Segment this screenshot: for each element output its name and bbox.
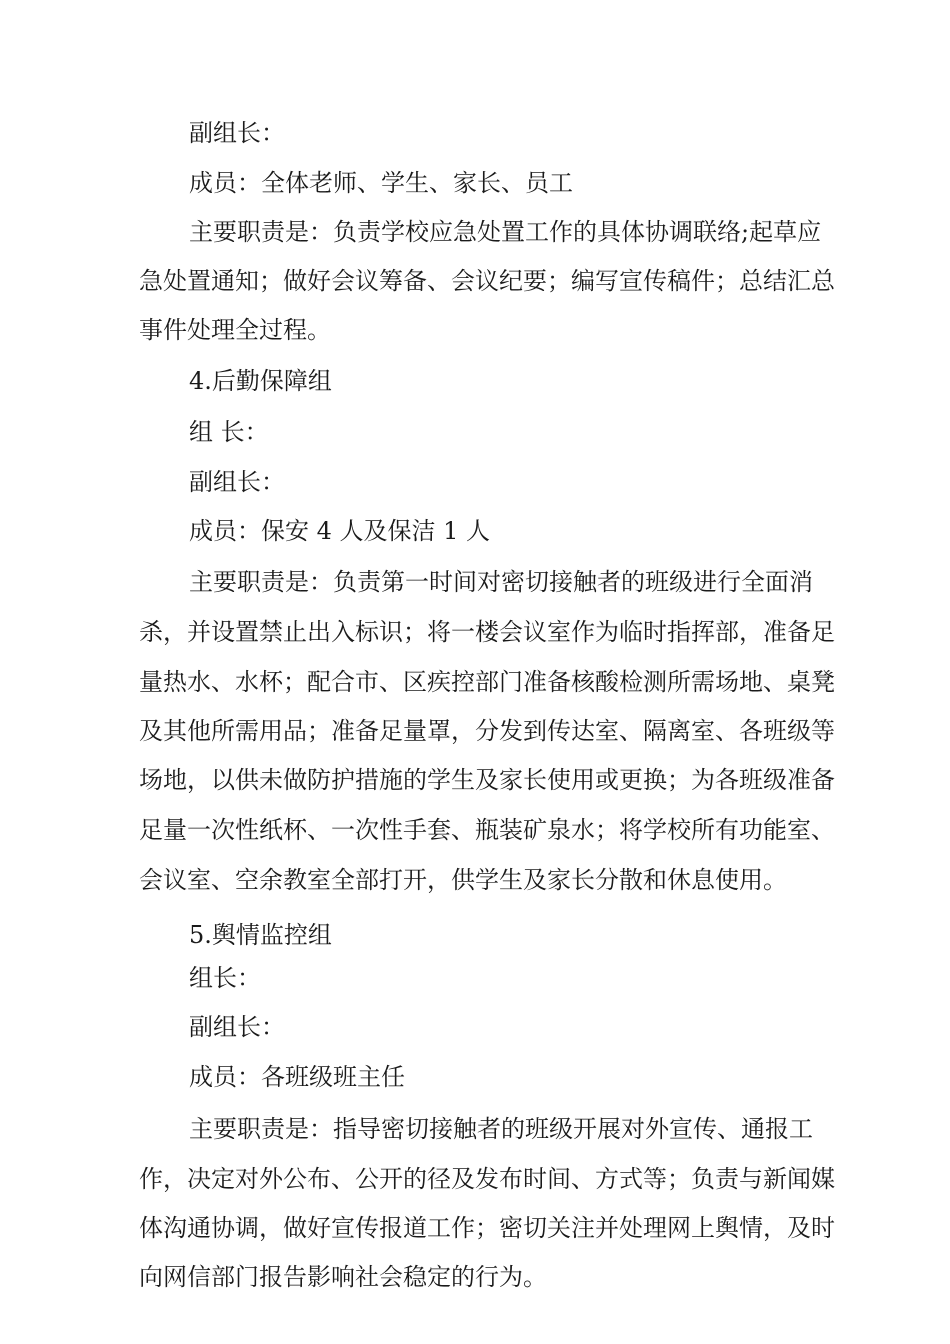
leader-line: 组长： — [189, 964, 261, 992]
duties-paragraph-line: 及其他所需用品；准备足量罩，分发到传达室、隔离室、各班级等 — [139, 717, 835, 745]
duties-paragraph-line: 会议室、空余教室全部打开，供学生及家长分散和休息使用。 — [139, 866, 787, 894]
leader-line: 组 长： — [189, 418, 269, 446]
deputy-leader-line: 副组长： — [189, 119, 285, 147]
deputy-leader-line: 副组长： — [189, 1013, 285, 1041]
duties-paragraph-line: 事件处理全过程。 — [139, 316, 331, 344]
deputy-leader-line: 副组长： — [189, 468, 285, 496]
section-heading: 4.后勤保障组 — [189, 367, 332, 395]
duties-paragraph-line: 主要职责是：指导密切接触者的班级开展对外宣传、通报工 — [189, 1115, 813, 1143]
duties-paragraph-line: 杀，并设置禁止出入标识；将一楼会议室作为临时指挥部，准备足 — [139, 618, 835, 646]
members-line: 成员：保安 4 人及保洁 1 人 — [189, 517, 491, 545]
duties-paragraph-line: 足量一次性纸杯、一次性手套、瓶装矿泉水；将学校所有功能室、 — [139, 816, 835, 844]
members-line: 成员：全体老师、学生、家长、员工 — [189, 169, 573, 197]
section-heading: 5.舆情监控组 — [189, 921, 332, 949]
duties-paragraph-line: 作，决定对外公布、公开的径及发布时间、方式等；负责与新闻媒 — [139, 1165, 835, 1193]
duties-paragraph-line: 主要职责是：负责第一时间对密切接触者的班级进行全面消 — [189, 568, 813, 596]
duties-paragraph-line: 向网信部门报告影响社会稳定的行为。 — [139, 1263, 547, 1291]
duties-paragraph-line: 体沟通协调，做好宣传报道工作；密切关注并处理网上舆情，及时 — [139, 1214, 835, 1242]
duties-paragraph-line: 急处置通知；做好会议筹备、会议纪要；编写宣传稿件；总结汇总 — [139, 267, 835, 295]
duties-paragraph-line: 量热水、水杯；配合市、区疾控部门准备核酸检测所需场地、桌凳 — [139, 668, 835, 696]
duties-paragraph-line: 场地，以供未做防护措施的学生及家长使用或更换；为各班级准备 — [139, 766, 835, 794]
duties-paragraph-line: 主要职责是：负责学校应急处置工作的具体协调联络;起草应 — [189, 218, 822, 246]
members-line: 成员：各班级班主任 — [189, 1063, 405, 1091]
